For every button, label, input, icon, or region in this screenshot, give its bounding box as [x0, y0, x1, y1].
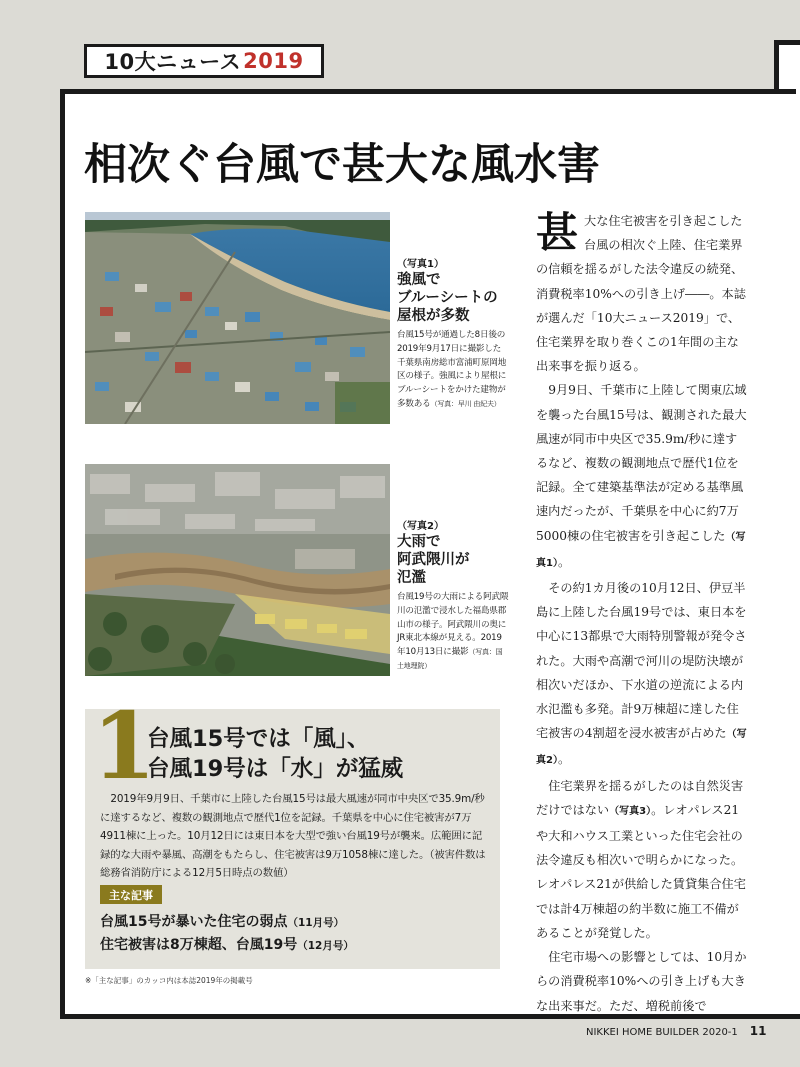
photo2-title-line: 阿武隈川が — [397, 552, 470, 568]
article-body — [536, 209, 748, 1018]
photo2-caption-body: 台風19号の大雨による阿武隈川の氾濫で浸水した福島県郡山市の様子。阿武隈川の奥にJR東北本線が見える。2019年10月13日に撮影 — [397, 592, 509, 658]
page-corner — [779, 45, 800, 94]
article-paragraph-text: レオパレス21や大和ハウス工業といった住宅会社の法令違反も相次いで明らかになった。レオパレス21が供給した賃貸集合住宅では計4万棟超の約半数に施工不備があることが発覚した。 — [536, 802, 746, 940]
article-paragraph — [536, 945, 748, 1018]
article-paragraph-text: その約1カ月後の10月12日、伊豆半島に上陸した台風19号では、東日本を中心に13都県で大雨特別警報が発令された。大雨や高潮で河川の堤防決壊が相次いだほか、下水道の逆流による内水氾濫も多発。計9万棟超に達した住宅被害の4割超を浸水被害が占めた — [536, 581, 747, 741]
page-footer — [586, 1024, 776, 1038]
main-article-issue: （12月号） — [297, 940, 354, 952]
photo-reference: （写真2） — [536, 729, 747, 767]
photo2-credit: （写真：国土地理院） — [397, 648, 503, 670]
summary-text: 2019年9月9日、千葉市に上陸した台風15号は最大風速が同市中央区で35.9m/秒に達するなど、複数の観測地点で歴代1位を記録。千葉県を中心に住宅被害が7万4911棟に上った。10月12日には東日本を大型で強い台風19号が襲来。広範囲に記録的な大雨や暴風、高潮をもたらし、住宅被害は9万1058棟に達した。（被害件数は総務省消防庁による12月5日時点の数値） — [100, 793, 486, 880]
section-tag-prefix: 10大ニュース — [104, 50, 242, 74]
photo1-title — [397, 271, 509, 325]
article-paragraph-text: 9月9日、千葉市に上陸して関東広域を襲った台風15号は、観測された最大風速が同市中央区で35.9m/秒に達するなど、複数の観測地点で歴代1位を記録。全て建築基準法が定める基準風速内だったが、千葉県を中心に約7万5000棟の住宅被害を引き起こした — [536, 383, 747, 543]
frame-left-border — [60, 89, 65, 1019]
photo1-title-line: 屋根が多数 — [397, 308, 470, 324]
page-number: 11 — [749, 1024, 767, 1038]
drop-cap: 甚 — [536, 208, 579, 257]
article-paragraph-text: 住宅市場への影響としては、10月からの消費税率10%への引き上げも大きな出来事だ。ただ、増税前後で — [536, 950, 747, 1013]
article-paragraph — [536, 209, 748, 378]
frame-top-border — [60, 89, 796, 94]
photo1-title-line: ブルーシートの — [397, 290, 498, 306]
article-paragraph-text: 大な住宅被害を引き起こした台風の相次ぐ上陸、住宅業界の信頼を揺るがした法令違反の続発、消費税率10%への引き上げ――。本誌が選んだ「10大ニュース2019」で、住宅業界を取り巻くこの1年間の主な出来事を振り返る。 — [536, 214, 746, 374]
main-article-title: 住宅被害は8万棟超、台風19号 — [100, 937, 298, 953]
photo2-caption-text — [397, 591, 509, 674]
section-tag — [84, 44, 324, 78]
article-paragraph: 9月9日、千葉市に上陸して関東広域を襲った台風15号は、観測された最大風速が同市中央区で35.9m/秒に達するなど、複数の観測地点で歴代1位を記録。全て建築基準法が定める基準風速内だったが、千葉県を中心に約7万5000棟の住宅被害を引き起こした（写真1）。 — [536, 383, 747, 569]
photo1-caption-text — [397, 329, 509, 412]
page-title: 相次ぐ台風で甚大な風水害 — [84, 140, 600, 190]
aerial-coast-image — [85, 212, 390, 424]
frame-notch-top — [774, 40, 800, 45]
photo2-title-line: 氾濫 — [397, 570, 426, 586]
summary-title — [147, 724, 492, 784]
main-article-item — [100, 911, 492, 934]
summary-body — [100, 790, 492, 883]
main-article-item — [100, 934, 492, 957]
footnote: ※「主な記事」のカッコ内は本誌2019年の掲載号 — [85, 976, 253, 985]
article-paragraph: その約1カ月後の10月12日、伊豆半島に上陸した台風19号では、東日本を中心に13都県で大雨特別警報が発令された。大雨や高潮で河川の堤防決壊が相次いだほか、下水道の逆流による内水氾濫も多発。計9万棟超に達した住宅被害の4割超を浸水被害が占めた（写真2）。 — [536, 581, 747, 767]
photo-reference: （写真1） — [536, 531, 746, 569]
photo2-title-line: 大雨で — [397, 534, 441, 550]
section-tag-year: 2019 — [243, 49, 304, 73]
main-articles-list — [100, 911, 492, 957]
photo2-title — [397, 533, 509, 587]
frame-notch — [774, 40, 779, 94]
photo1-caption-body: 台風15号が通過した8日後の2019年9月17日に撮影した千葉県南房総市富浦町原岡地区の様子。強風により屋根にブルーシートをかけた建物が多数ある — [397, 330, 507, 409]
news-number: 1 — [92, 692, 157, 800]
photo-blue-tarp-roofs — [85, 212, 390, 424]
main-article-title: 台風15号が暴いた住宅の弱点 — [100, 914, 288, 930]
summary-title-line: 台風19号は「水」が猛威 — [147, 756, 404, 782]
photo1-title-line: 強風で — [397, 272, 441, 288]
aerial-flood-image — [85, 464, 390, 676]
photo2-label: （写真2） — [397, 521, 444, 532]
article-paragraph-text: 住宅業界を揺るがしたのは自然災害だけではない — [536, 778, 744, 817]
photo2-caption — [397, 517, 509, 674]
summary-title-line: 台風15号では「風」、 — [147, 726, 370, 752]
photo-river-flood — [85, 464, 390, 676]
photo-reference: （写真3） — [609, 805, 652, 817]
magazine-name: NIKKEI HOME BUILDER 2020-1 — [586, 1027, 738, 1038]
main-article-issue: （11月号） — [287, 917, 345, 929]
photo1-caption — [397, 255, 509, 412]
article-paragraph: 住宅業界を揺るがしたのは自然災害だけではない（写真3）。レオパレス21や大和ハウス工業といった住宅会社の法令違反も相次いで明らかになった。レオパレス21が供給した賃貸集合住宅では計4万棟超の約半数に施工不備があることが発覚した。 — [536, 778, 746, 940]
main-articles-badge: 主な記事 — [100, 885, 162, 904]
photo1-label: （写真1） — [397, 259, 444, 270]
photo1-credit: （写真：早川 由紀夫） — [430, 399, 501, 408]
